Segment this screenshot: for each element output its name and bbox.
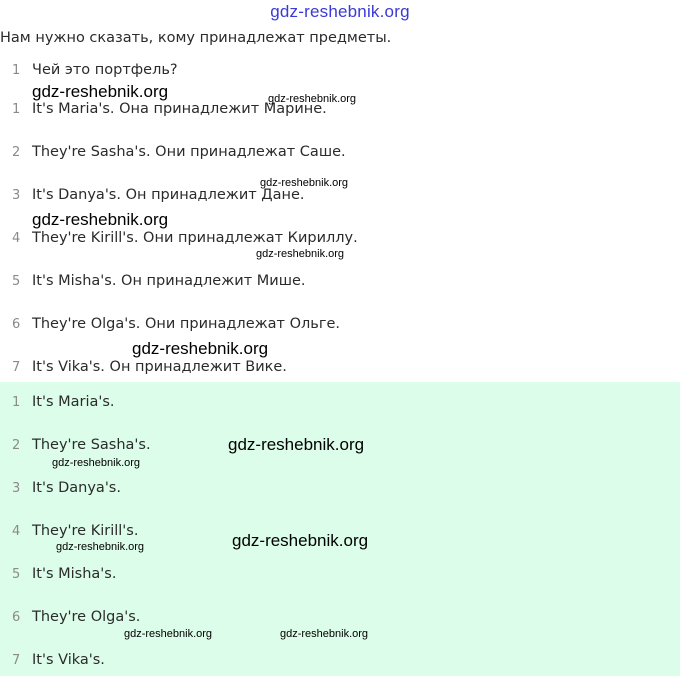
answer-en-row: [0, 391, 680, 413]
answer-text: It's Misha's. Он принадлежит Мише.: [32, 273, 306, 289]
answer-en-row: [0, 477, 680, 499]
answer-row: [0, 270, 680, 292]
watermark: gdz-reshebnik.org: [56, 541, 145, 553]
answer-row: [0, 227, 680, 249]
answer-en-number: 1: [12, 394, 21, 410]
answer-en-text: It's Maria's.: [32, 394, 115, 410]
question-row: [0, 59, 680, 81]
answer-en-number: 6: [12, 609, 21, 625]
watermark: gdz-reshebnik.org: [228, 435, 365, 454]
answer-number: 5: [12, 273, 21, 289]
watermark: gdz-reshebnik.org: [260, 177, 349, 189]
answer-en-number: 7: [12, 652, 21, 668]
answer-number: 3: [12, 187, 21, 203]
answer-number: 7: [12, 359, 21, 375]
answer-text: It's Vika's. Он принадлежит Вике.: [32, 359, 287, 375]
answer-number: 6: [12, 316, 21, 332]
answer-en-text: They're Sasha's.: [32, 437, 151, 453]
answer-en-number: 3: [12, 480, 21, 496]
answer-en-number: 2: [12, 437, 21, 453]
watermark: gdz-reshebnik.org: [52, 457, 141, 469]
watermark: gdz-reshebnik.org: [32, 82, 169, 101]
answer-en-text: It's Danya's.: [32, 480, 121, 496]
watermark: gdz-reshebnik.org: [232, 531, 369, 550]
watermark: gdz-reshebnik.org: [256, 248, 345, 260]
watermark: gdz-reshebnik.org: [132, 339, 269, 358]
answer-text: They're Sasha's. Они принадлежат Саше.: [32, 144, 346, 160]
question-number: 1: [12, 62, 21, 78]
question-text: Чей это портфель?: [32, 62, 178, 78]
answer-en-text: They're Olga's.: [32, 609, 141, 625]
answer-en-number: 4: [12, 523, 21, 539]
answer-number: 2: [12, 144, 21, 160]
watermark: gdz-reshebnik.org: [280, 628, 369, 640]
answer-text: They're Olga's. Они принадлежат Ольге.: [32, 316, 340, 332]
answer-en-row: [0, 606, 680, 628]
answer-row: [0, 356, 680, 378]
watermark: gdz-reshebnik.org: [32, 210, 169, 229]
site-header-link[interactable]: gdz-reshebnik.org: [270, 2, 410, 21]
answer-row: [0, 141, 680, 163]
task-intro: Нам нужно сказать, кому принадлежат предметы.: [0, 30, 392, 46]
answer-en-text: They're Kirill's.: [32, 523, 139, 539]
answer-en-text: It's Vika's.: [32, 652, 105, 668]
answer-en-text: It's Misha's.: [32, 566, 117, 582]
answer-en-row: [0, 649, 680, 671]
answer-en-row: [0, 563, 680, 585]
answer-text: They're Kirill's. Они принадлежат Кириллу.: [32, 230, 358, 246]
answer-en-number: 5: [12, 566, 21, 582]
answer-number: 4: [12, 230, 21, 246]
answer-text: It's Danya's. Он принадлежит Дане.: [32, 187, 305, 203]
watermark: gdz-reshebnik.org: [124, 628, 213, 640]
answer-text: It's Maria's. Она принадлежит Марине.: [32, 101, 327, 117]
watermark: gdz-reshebnik.org: [268, 93, 357, 105]
answer-number: 1: [12, 101, 21, 117]
answer-row: [0, 313, 680, 335]
